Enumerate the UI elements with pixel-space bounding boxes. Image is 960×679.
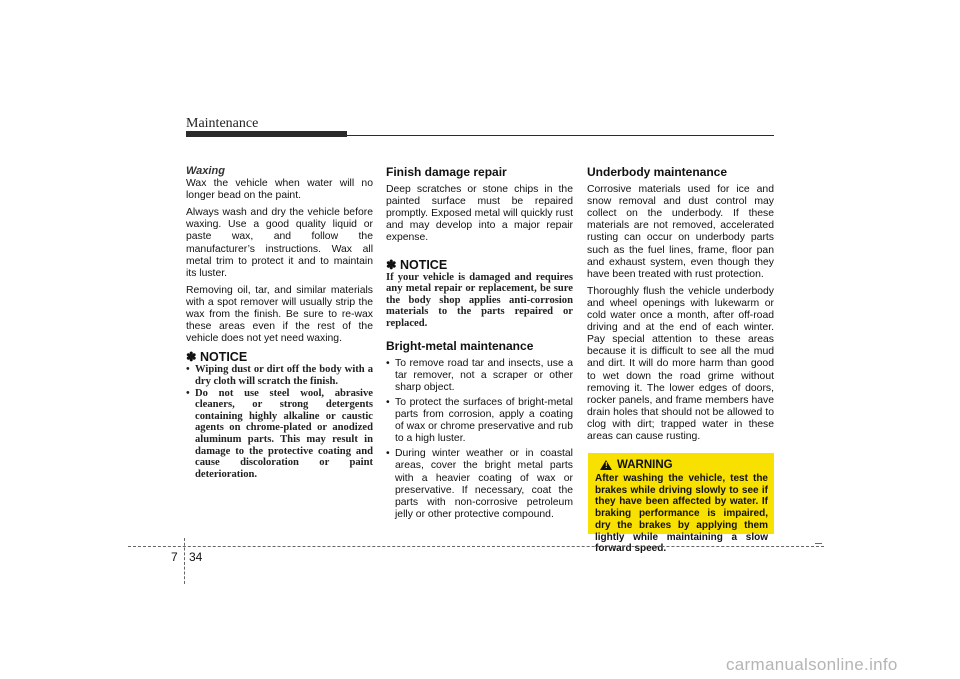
waxing-subhead: Waxing xyxy=(186,165,225,177)
finish-damage-title: Finish damage repair xyxy=(386,165,507,179)
notice-text: If your vehicle is damaged and requires any metal repair or replacement, be sure the body shop applies anti-corrosion materials to the parts repaired or replaced. xyxy=(386,271,573,330)
section-title: Maintenance xyxy=(186,116,259,131)
warning-title: WARNING xyxy=(617,459,673,471)
warning-triangle-icon: ! xyxy=(600,460,612,470)
warning-header xyxy=(600,459,768,471)
column-finish-damage xyxy=(386,165,573,524)
bright-metal-item: • During winter weather or in coastal areas, cover the bright metal parts with a heavier coating of wax or preservative. If necessary, coat the parts with non-corrosive petroleum jelly or other protective compound. xyxy=(386,448,573,521)
footer-divider xyxy=(184,538,185,584)
notice-title: ✽ NOTICE xyxy=(386,257,448,272)
waxing-paragraph: Wax the vehicle when water will no longer bead on the paint. xyxy=(186,178,373,202)
underbody-paragraph: Corrosive materials used for ice and snow removal and dust control may collect on the underbody. If these materials are not removed, accelerated rusting can occur on underbody parts such as the fuel lines, frame, floor pan and exhaust system, even though they have been treated with rust protection. xyxy=(587,184,774,280)
bright-metal-item: • To remove road tar and insects, use a tar remover, not a scraper or other sharp object. xyxy=(386,358,573,394)
warning-box xyxy=(588,453,774,555)
waxing-paragraph: Always wash and dry the vehicle before waxing. Use a good quality liquid or paste wax, and follow the manufacturer’s instructions. Wax all metal trim to protect it and to maintain its luster. xyxy=(186,207,373,279)
watermark: carmanualsonline.info xyxy=(726,655,898,674)
bright-metal-list xyxy=(386,358,573,521)
finish-damage-paragraph: Deep scratches or stone chips in the painted surface must be repaired promptly. Exposed metal will quickly rust and may develop into a major repair expense. xyxy=(386,184,573,244)
page-number: 34 xyxy=(189,550,203,564)
notice-title: ✽ NOTICE xyxy=(186,350,248,365)
notice-item: • Wiping dust or dirt off the body with a dry cloth will scratch the finish. xyxy=(186,364,373,387)
underbody-title: Underbody maintenance xyxy=(587,165,728,179)
footer-corner-mark xyxy=(815,543,822,550)
warning-text: After washing the vehicle, test the brakes while driving slowly to see if they have been affected by water. If braking performance is impaired, dry the brakes by applying them lightly while maintaining a slow forward speed. xyxy=(595,473,768,555)
bright-metal-item: • To protect the surfaces of bright-metal parts from corrosion, apply a coating of wax or chrome preservative and rub to a high luster. xyxy=(386,397,573,445)
header-rule xyxy=(186,135,774,136)
column-underbody xyxy=(587,165,774,448)
underbody-paragraph: Thoroughly flush the vehicle underbody and wheel openings with lukewarm or cold water once a month, after off-road driving and at the end of each winter. Pay special attention to these areas because it is difficult to see all the mud and dirt. It will do more harm than good to wet down the road grime without removing it. The lower edges of doors, rocker panels, and frame members have drain holes that should not be allowed to clog with dirt; trapped water in these areas can cause rusting. xyxy=(587,285,774,442)
chapter-number: 7 xyxy=(171,550,178,564)
header-bar xyxy=(186,131,347,137)
waxing-paragraph: Removing oil, tar, and similar materials with a spot remover will usually strip the wax from the finish. Be sure to re-wax these areas even if the rest of the vehicle does not yet need waxing. xyxy=(186,284,373,345)
notice-item: • Do not use steel wool, abrasive cleaners, or strong detergents containing highly alkaline or caustic agents on chrome-plated or anodized aluminum parts. This may result in damage to the protective coating and cause discoloration or paint deterioration. xyxy=(186,388,373,481)
bright-metal-title: Bright-metal maintenance xyxy=(386,338,534,353)
notice-list xyxy=(186,364,373,480)
footer-rule xyxy=(128,546,824,547)
column-waxing xyxy=(186,165,373,480)
